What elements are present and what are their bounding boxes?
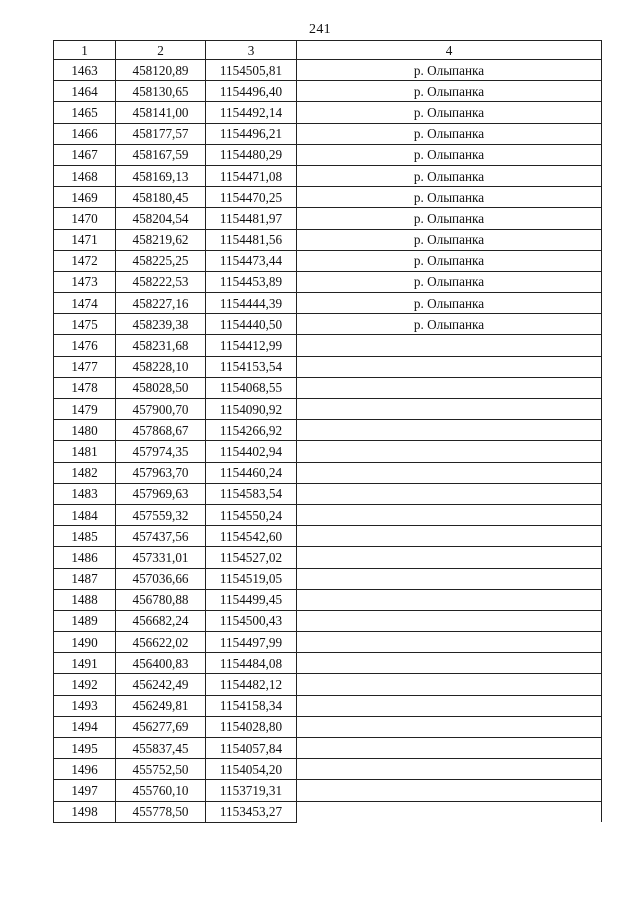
description-cell — [297, 632, 602, 653]
x-coordinate-cell: 458219,62 — [116, 229, 206, 250]
point-number-cell: 1498 — [54, 801, 116, 822]
x-coordinate-cell: 458028,50 — [116, 377, 206, 398]
x-coordinate-cell: 458225,25 — [116, 250, 206, 271]
y-coordinate-cell: 1154496,21 — [206, 123, 297, 144]
description-cell — [297, 356, 602, 377]
x-coordinate-cell: 456682,24 — [116, 610, 206, 631]
y-coordinate-cell: 1154505,81 — [206, 60, 297, 81]
point-number-cell: 1487 — [54, 568, 116, 589]
point-number-cell: 1490 — [54, 632, 116, 653]
x-coordinate-cell: 458227,16 — [116, 293, 206, 314]
description-cell: р. Олыпанка — [297, 144, 602, 165]
point-number-cell: 1478 — [54, 377, 116, 398]
point-number-cell: 1473 — [54, 271, 116, 292]
point-number-cell: 1471 — [54, 229, 116, 250]
table-row — [54, 420, 602, 441]
description-cell: р. Олыпанка — [297, 123, 602, 144]
description-cell: р. Олыпанка — [297, 208, 602, 229]
table-row — [54, 716, 602, 737]
point-number-cell: 1486 — [54, 547, 116, 568]
y-coordinate-cell: 1154497,99 — [206, 632, 297, 653]
y-coordinate-cell: 1154492,14 — [206, 102, 297, 123]
table-row — [54, 801, 602, 822]
description-cell — [297, 759, 602, 780]
table-row — [54, 695, 602, 716]
description-cell — [297, 377, 602, 398]
point-number-cell: 1497 — [54, 780, 116, 801]
point-number-cell: 1484 — [54, 504, 116, 525]
point-number-cell: 1470 — [54, 208, 116, 229]
x-coordinate-cell: 455837,45 — [116, 738, 206, 759]
description-cell — [297, 610, 602, 631]
y-coordinate-cell: 1154542,60 — [206, 526, 297, 547]
x-coordinate-cell: 457974,35 — [116, 441, 206, 462]
point-number-cell: 1474 — [54, 293, 116, 314]
table-row — [54, 144, 602, 165]
x-coordinate-cell: 457559,32 — [116, 504, 206, 525]
x-coordinate-cell: 457331,01 — [116, 547, 206, 568]
table-row — [54, 314, 602, 335]
page-number: 241 — [309, 22, 331, 37]
y-coordinate-cell: 1154153,54 — [206, 356, 297, 377]
x-coordinate-cell: 458120,89 — [116, 60, 206, 81]
description-cell — [297, 335, 602, 356]
x-coordinate-cell: 457963,70 — [116, 462, 206, 483]
y-coordinate-cell: 1154473,44 — [206, 250, 297, 271]
point-number-cell: 1491 — [54, 653, 116, 674]
x-coordinate-cell: 458180,45 — [116, 187, 206, 208]
point-number-cell: 1469 — [54, 187, 116, 208]
y-coordinate-cell: 1154550,24 — [206, 504, 297, 525]
header-col-4: 4 — [297, 41, 602, 60]
y-coordinate-cell: 1154266,92 — [206, 420, 297, 441]
x-coordinate-cell: 456780,88 — [116, 589, 206, 610]
x-coordinate-cell: 457868,67 — [116, 420, 206, 441]
description-cell — [297, 653, 602, 674]
x-coordinate-cell: 458141,00 — [116, 102, 206, 123]
description-cell — [297, 780, 602, 801]
point-number-cell: 1493 — [54, 695, 116, 716]
y-coordinate-cell: 1154470,25 — [206, 187, 297, 208]
x-coordinate-cell: 456249,81 — [116, 695, 206, 716]
y-coordinate-cell: 1154402,94 — [206, 441, 297, 462]
table-row — [54, 589, 602, 610]
point-number-cell: 1472 — [54, 250, 116, 271]
header-row — [54, 41, 602, 60]
x-coordinate-cell: 457036,66 — [116, 568, 206, 589]
x-coordinate-cell: 457437,56 — [116, 526, 206, 547]
description-cell — [297, 462, 602, 483]
point-number-cell: 1492 — [54, 674, 116, 695]
y-coordinate-cell: 1154028,80 — [206, 716, 297, 737]
y-coordinate-cell: 1154500,43 — [206, 610, 297, 631]
description-cell — [297, 547, 602, 568]
description-cell: р. Олыпанка — [297, 271, 602, 292]
y-coordinate-cell: 1154481,56 — [206, 229, 297, 250]
description-cell — [297, 568, 602, 589]
point-number-cell: 1467 — [54, 144, 116, 165]
y-coordinate-cell: 1154482,12 — [206, 674, 297, 695]
y-coordinate-cell: 1154158,34 — [206, 695, 297, 716]
point-number-cell: 1479 — [54, 399, 116, 420]
y-coordinate-cell: 1154453,89 — [206, 271, 297, 292]
table-row — [54, 165, 602, 186]
table-row — [54, 293, 602, 314]
x-coordinate-cell: 457969,63 — [116, 483, 206, 504]
description-cell — [297, 483, 602, 504]
table-row — [54, 271, 602, 292]
table-row — [54, 483, 602, 504]
table-row — [54, 738, 602, 759]
y-coordinate-cell: 1153453,27 — [206, 801, 297, 822]
point-number-cell: 1466 — [54, 123, 116, 144]
table-row — [54, 526, 602, 547]
table-row — [54, 102, 602, 123]
x-coordinate-cell: 458167,59 — [116, 144, 206, 165]
x-coordinate-cell: 455752,50 — [116, 759, 206, 780]
point-number-cell: 1485 — [54, 526, 116, 547]
description-cell — [297, 695, 602, 716]
point-number-cell: 1480 — [54, 420, 116, 441]
table-row — [54, 653, 602, 674]
description-cell — [297, 504, 602, 525]
description-cell — [297, 589, 602, 610]
y-coordinate-cell: 1154440,50 — [206, 314, 297, 335]
y-coordinate-cell: 1154412,99 — [206, 335, 297, 356]
table-row — [54, 759, 602, 780]
y-coordinate-cell: 1154496,40 — [206, 81, 297, 102]
description-cell: р. Олыпанка — [297, 229, 602, 250]
table-row — [54, 123, 602, 144]
table-row — [54, 780, 602, 801]
y-coordinate-cell: 1154054,20 — [206, 759, 297, 780]
table-row — [54, 399, 602, 420]
point-number-cell: 1481 — [54, 441, 116, 462]
x-coordinate-cell: 458169,13 — [116, 165, 206, 186]
y-coordinate-cell: 1154527,02 — [206, 547, 297, 568]
y-coordinate-cell: 1154583,54 — [206, 483, 297, 504]
y-coordinate-cell: 1154090,92 — [206, 399, 297, 420]
description-cell — [297, 801, 602, 822]
point-number-cell: 1476 — [54, 335, 116, 356]
point-number-cell: 1488 — [54, 589, 116, 610]
description-cell — [297, 441, 602, 462]
table-row — [54, 208, 602, 229]
table-row — [54, 610, 602, 631]
table-row — [54, 335, 602, 356]
point-number-cell: 1475 — [54, 314, 116, 335]
table-header — [54, 41, 602, 60]
x-coordinate-cell: 456242,49 — [116, 674, 206, 695]
x-coordinate-cell: 455778,50 — [116, 801, 206, 822]
table-row — [54, 504, 602, 525]
x-coordinate-cell: 456400,83 — [116, 653, 206, 674]
y-coordinate-cell: 1154471,08 — [206, 165, 297, 186]
x-coordinate-cell: 458231,68 — [116, 335, 206, 356]
x-coordinate-cell: 458239,38 — [116, 314, 206, 335]
table-row — [54, 229, 602, 250]
point-number-cell: 1496 — [54, 759, 116, 780]
coordinates-table — [53, 40, 602, 823]
description-cell: р. Олыпанка — [297, 102, 602, 123]
y-coordinate-cell: 1153719,31 — [206, 780, 297, 801]
table-row — [54, 632, 602, 653]
table-row — [54, 547, 602, 568]
point-number-cell: 1482 — [54, 462, 116, 483]
y-coordinate-cell: 1154480,29 — [206, 144, 297, 165]
table-row — [54, 377, 602, 398]
point-number-cell: 1477 — [54, 356, 116, 377]
header-col-2: 2 — [116, 41, 206, 60]
description-cell: р. Олыпанка — [297, 60, 602, 81]
table-row — [54, 187, 602, 208]
description-cell: р. Олыпанка — [297, 81, 602, 102]
x-coordinate-cell: 458130,65 — [116, 81, 206, 102]
description-cell — [297, 399, 602, 420]
description-cell — [297, 716, 602, 737]
y-coordinate-cell: 1154057,84 — [206, 738, 297, 759]
y-coordinate-cell: 1154068,55 — [206, 377, 297, 398]
description-cell: р. Олыпанка — [297, 293, 602, 314]
table-row — [54, 356, 602, 377]
table-row — [54, 441, 602, 462]
y-coordinate-cell: 1154481,97 — [206, 208, 297, 229]
x-coordinate-cell: 456277,69 — [116, 716, 206, 737]
x-coordinate-cell: 458228,10 — [116, 356, 206, 377]
header-col-3: 3 — [206, 41, 297, 60]
point-number-cell: 1465 — [54, 102, 116, 123]
y-coordinate-cell: 1154499,45 — [206, 589, 297, 610]
table-row — [54, 81, 602, 102]
point-number-cell: 1463 — [54, 60, 116, 81]
table-row — [54, 674, 602, 695]
description-cell: р. Олыпанка — [297, 165, 602, 186]
point-number-cell: 1489 — [54, 610, 116, 631]
description-cell — [297, 420, 602, 441]
table-row — [54, 60, 602, 81]
x-coordinate-cell: 458204,54 — [116, 208, 206, 229]
x-coordinate-cell: 458177,57 — [116, 123, 206, 144]
description-cell — [297, 738, 602, 759]
y-coordinate-cell: 1154444,39 — [206, 293, 297, 314]
description-cell — [297, 674, 602, 695]
y-coordinate-cell: 1154460,24 — [206, 462, 297, 483]
table-row — [54, 568, 602, 589]
description-cell: р. Олыпанка — [297, 187, 602, 208]
header-col-1: 1 — [54, 41, 116, 60]
table-body — [54, 60, 602, 823]
y-coordinate-cell: 1154519,05 — [206, 568, 297, 589]
point-number-cell: 1483 — [54, 483, 116, 504]
point-number-cell: 1495 — [54, 738, 116, 759]
x-coordinate-cell: 455760,10 — [116, 780, 206, 801]
point-number-cell: 1494 — [54, 716, 116, 737]
point-number-cell: 1468 — [54, 165, 116, 186]
x-coordinate-cell: 456622,02 — [116, 632, 206, 653]
x-coordinate-cell: 458222,53 — [116, 271, 206, 292]
x-coordinate-cell: 457900,70 — [116, 399, 206, 420]
table-row — [54, 250, 602, 271]
y-coordinate-cell: 1154484,08 — [206, 653, 297, 674]
table-row — [54, 462, 602, 483]
description-cell: р. Олыпанка — [297, 314, 602, 335]
description-cell: р. Олыпанка — [297, 250, 602, 271]
point-number-cell: 1464 — [54, 81, 116, 102]
description-cell — [297, 526, 602, 547]
